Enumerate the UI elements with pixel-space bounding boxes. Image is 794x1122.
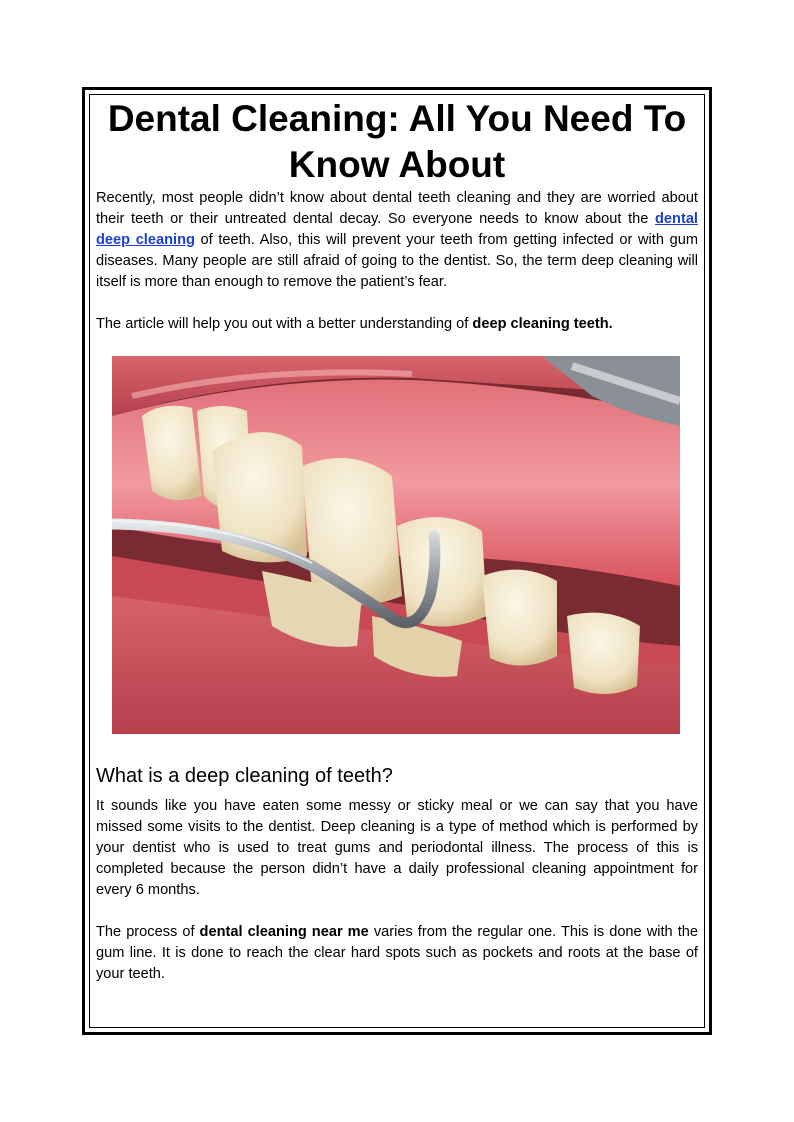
section-paragraph: It sounds like you have eaten some messy or sticky meal or we can say that you have missed some visits to the dentist. Deep cleaning is a type of method which is performed by your dentist who is used to treat gums and periodontal illness. The process of this is completed because the person didn’t have a daily professional cleaning appointment for every 6 months. bbox=[96, 798, 698, 898]
process-paragraph bbox=[96, 922, 698, 985]
section-heading-deep-cleaning: What is a deep cleaning of teeth? bbox=[96, 765, 393, 787]
dental-deep-cleaning-link[interactable]: dental deep cleaning bbox=[96, 211, 698, 248]
document-content bbox=[96, 96, 698, 985]
article-paragraph bbox=[96, 314, 698, 335]
intro-text-end: of teeth. Also, this will prevent your teeth from getting infected or with gum diseases. Many people are still afraid of going to the dentist. So, the term deep cleaning will itself is more than enough to remove the patient’s fear. bbox=[96, 232, 698, 290]
teeth-cleaning-photo bbox=[112, 356, 680, 734]
intro-text-start: Recently, most people didn’t know about dental teeth cleaning and they are worried about their teeth or their untreated dental decay. So everyone needs to know about the bbox=[96, 190, 698, 227]
intro-paragraph bbox=[96, 188, 698, 293]
article-bold-text: deep cleaning teeth. bbox=[472, 316, 613, 332]
paragraph-gap bbox=[96, 901, 698, 922]
paragraph-gap bbox=[96, 293, 698, 314]
dental-cleaning-near-me-bold: dental cleaning near me bbox=[199, 924, 369, 940]
process-text-start: The process of bbox=[96, 924, 200, 940]
process-text-end: varies from the regular one. This is done with the gum line. It is done to reach the clear hard spots such as pockets and roots at the base of your teeth. bbox=[96, 924, 698, 982]
article-text: The article will help you out with a better understanding of bbox=[96, 316, 473, 332]
page-title: Dental Cleaning: All You Need To Know About bbox=[107, 98, 687, 185]
